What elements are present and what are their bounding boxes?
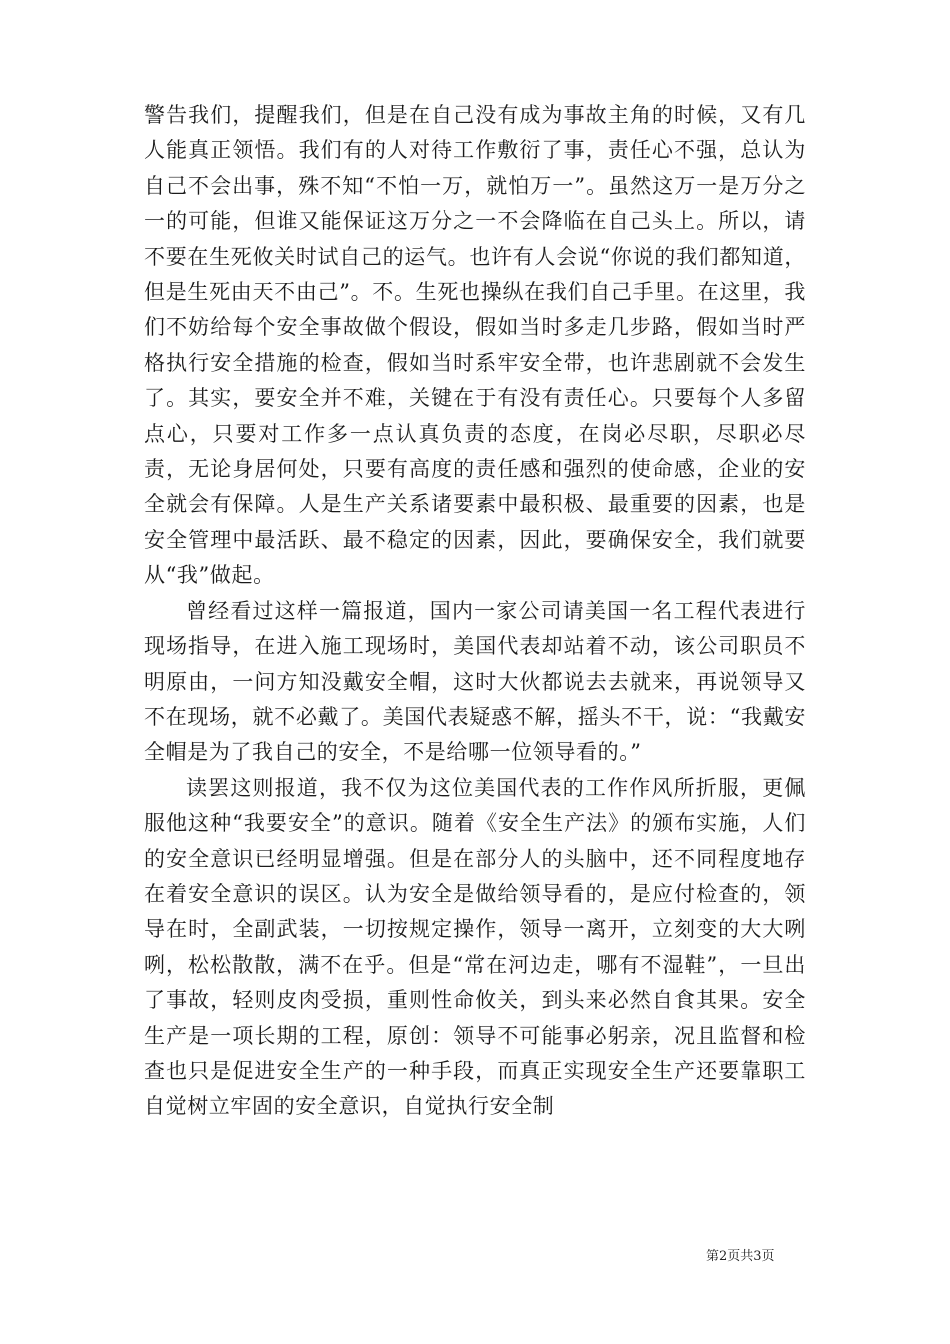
paragraph-report: 曾经看过这样一篇报道，国内一家公司请美国一名工程代表进行现场指导，在进入施工现场时，美国代表却站着不动，该公司职员不明原由，一问方知没戴安全帽，这时大伙都说去去就来，再说领导又不在现场，就不必戴了。美国代表疑惑不解，摇头不干，说：“我戴安全帽是为了我自己的安全，不是给哪一位领导看的。” (144, 598, 806, 765)
paragraph-continuation: 警告我们，提醒我们，但是在自己没有成为事故主角的时候，又有几人能真正领悟。我们有的人对待工作敷衍了事，责任心不强，总认为自己不会出事，殊不知“不怕一万，就怕万一”。虽然这万一是万分之一的可能，但谁又能保证这万分之一不会降临在自己头上。所以，请不要在生死攸关时试自己的运气。也许有人会说“你说的我们都知道，但是生死由天不由己”。不。生死也操纵在我们自己手里。在这里，我们不妨给每个安全事故做个假设，假如当时多走几步路，假如当时严格执行安全措施的检查，假如当时系牢安全带，也许悲剧就不会发生了。其实，要安全并不难，关键在于有没有责任心。只要每个人多留点心，只要对工作多一点认真负责的态度，在岗必尽职，尽职必尽责，无论身居何处，只要有高度的责任感和强烈的使命感，企业的安全就会有保障。人是生产关系诸要素中最积极、最重要的因素，也是安全管理中最活跃、最不稳定的因素，因此，要确保安全，我们就要从“我”做起。 (144, 103, 806, 588)
page-number-footer: 第2页共3页 (706, 1249, 775, 1264)
body-text (144, 98, 806, 1125)
paragraph-reflection: 读罢这则报道，我不仅为这位美国代表的工作作风所折服，更佩服他这种“我要安全”的意识。随着《安全生产法》的颁布实施，人们的安全意识已经明显增强。但是在部分人的头脑中，还不同程度地存在着安全意识的误区。认为安全是做给领导看的，是应付检查的，领导在时，全副武装，一切按规定操作，领导一离开，立刻变的大大咧咧，松松散散，满不在乎。但是“常在河边走，哪有不湿鞋”，一旦出了事故，轻则皮肉受损，重则性命攸关，到头来必然自食其果。安全生产是一项长期的工程，原创：领导不可能事必躬亲，况且监督和检查也只是促进安全生产的一种手段，而真正实现安全生产还要靠职工自觉树立牢固的安全意识，自觉执行安全制 (144, 775, 806, 1119)
